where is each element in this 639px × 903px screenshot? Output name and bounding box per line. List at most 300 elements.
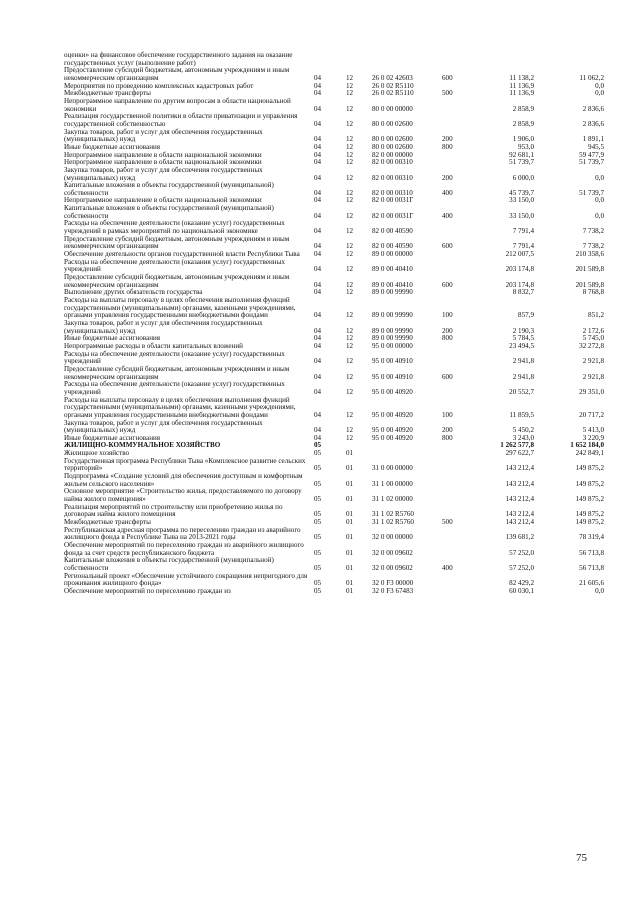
row-name: Иные бюджетные ассигнования	[64, 334, 161, 343]
row-section: 04	[314, 188, 322, 197]
row-target-article	[372, 442, 442, 450]
row-amount-2: 11 062,2	[579, 73, 604, 82]
row-target-article: 89 0 00 99990	[372, 311, 413, 320]
row-name: Капитальные вложения в объекты государственной (муниципальной) собственности	[64, 181, 274, 197]
row-subsection: 12	[346, 158, 354, 167]
row-target-article: 80 0 00 02600	[372, 119, 413, 128]
row-subsection: 12	[346, 188, 354, 197]
row-name: Капитальные вложения в объекты государственной (муниципальной) собственности	[64, 204, 274, 220]
row-name: Расходы на обеспечение деятельности (оказание услуг) государственных учреждений	[64, 349, 285, 366]
row-section: 05	[314, 563, 322, 572]
row-subsection: 12	[346, 265, 354, 274]
row-amount-2: 851,2	[588, 311, 604, 320]
row-subsection: 12	[346, 250, 354, 259]
row-amount-2: 2 836,6	[582, 104, 604, 113]
table-row	[64, 527, 604, 542]
row-section: 04	[314, 173, 322, 182]
table-row	[64, 297, 604, 320]
row-amount-2: 51 739,7	[579, 188, 604, 197]
table-row	[64, 381, 604, 396]
row-expense-type	[442, 98, 470, 113]
row-amount-2: 242 849,1	[575, 449, 604, 458]
table-row	[64, 366, 604, 381]
table-row	[64, 542, 604, 557]
table-row	[64, 320, 604, 335]
row-subsection	[346, 52, 372, 67]
row-section: 04	[314, 387, 322, 396]
row-target-article: 31 1 00 00000	[372, 479, 413, 488]
row-amount-1: 203 174,8	[505, 265, 534, 274]
row-name: Межбюджетные трансферты	[64, 89, 151, 98]
row-section: 04	[314, 150, 322, 159]
row-section: 04	[314, 158, 322, 167]
budget-page	[64, 52, 604, 596]
row-target-article: 31 1 02 R5760	[372, 518, 414, 527]
row-name: Непрограммное направление по другим вопросам в области национальной экономики	[64, 96, 291, 113]
row-amount-1: 143 212,4	[505, 479, 534, 488]
row-target-article: 82 0 00 40590	[372, 242, 413, 251]
table-row	[64, 274, 604, 289]
row-amount-1: 2 858,9	[512, 104, 534, 113]
row-amount-1: 203 174,8	[505, 280, 534, 289]
row-subsection: 12	[346, 280, 354, 289]
row-section: 04	[314, 142, 322, 151]
row-name: Закупка товаров, работ и услуг для обеспечения государственных (муниципальных) нужд	[64, 318, 263, 335]
row-amount-2: 1 891,1	[582, 135, 604, 144]
table-row	[64, 473, 604, 488]
row-subsection: 12	[346, 341, 354, 350]
row-amount-1: 11 138,2	[509, 73, 534, 82]
row-section: 04	[314, 326, 322, 335]
row-amount-1: 57 252,0	[509, 548, 534, 557]
row-expense-type: 100	[442, 311, 453, 320]
row-expense-type: 500	[442, 89, 453, 98]
row-amount-1	[470, 52, 534, 67]
row-name: Предоставление субсидий бюджетным, автономным учреждениям и иным некоммерческим организациям	[64, 66, 290, 82]
row-amount-1: 5 784,5	[512, 334, 534, 343]
row-amount-1: 6 000,0	[512, 173, 534, 182]
row-name: Подпрограмма «Создание условий для обеспечения доступным и комфортным жильем сельского населения»	[64, 472, 303, 488]
row-amount-1: 1 262 577,8	[500, 441, 534, 450]
row-section: 04	[314, 334, 322, 343]
row-name: Обеспечение деятельности органов государственной власти Республики Тыва	[64, 250, 300, 259]
row-amount-2: 7 738,2	[582, 242, 604, 251]
row-target-article: 32 0 00 00000	[372, 533, 413, 542]
row-section: 04	[314, 135, 322, 144]
row-amount-1: 212 007,5	[505, 250, 534, 259]
row-amount-1: 8 832,7	[512, 288, 534, 297]
row-expense-type	[442, 504, 470, 519]
row-section: 05	[314, 518, 322, 527]
row-amount-2: 210 358,6	[575, 250, 604, 259]
row-subsection: 12	[346, 142, 354, 151]
row-subsection: 12	[346, 242, 354, 251]
row-name: Расходы на выплаты персоналу в целях обеспечения выполнения функций государственными (муниципальными) органами, казенными учреждениями, органами управления государственными внебюджетными фондами	[64, 395, 296, 419]
row-amount-2: 3 220,9	[582, 433, 604, 442]
row-name: ЖИЛИЩНО-КОММУНАЛЬНОЕ ХОЗЯЙСТВО	[64, 441, 221, 450]
row-section: 04	[314, 119, 322, 128]
row-amount-2: 0,0	[595, 173, 604, 182]
row-expense-type: 800	[442, 334, 453, 343]
row-subsection: 01	[346, 495, 354, 504]
row-expense-type: 600	[442, 242, 453, 251]
row-name: Предоставление субсидий бюджетным, автономным учреждениям и иным некоммерческим организациям	[64, 234, 290, 251]
row-amount-2: 2 921,8	[582, 357, 604, 366]
row-section: 05	[314, 464, 322, 473]
row-amount-2: 149 875,2	[575, 495, 604, 504]
row-amount-1: 7 791,4	[512, 242, 534, 251]
row-section: 04	[314, 311, 322, 320]
row-section: 04	[314, 410, 322, 419]
row-name: Иные бюджетные ассигнования	[64, 433, 161, 442]
row-section: 05	[314, 579, 322, 588]
row-amount-1: 20 552,7	[509, 387, 534, 396]
row-subsection: 01	[346, 449, 354, 458]
row-amount-2: 2 921,8	[582, 372, 604, 381]
row-subsection: 01	[346, 510, 354, 519]
row-section: 04	[314, 104, 322, 113]
row-section: 04	[314, 89, 322, 98]
row-name: Расходы на обеспечение деятельности (оказания услуг) государственных учреждений	[64, 257, 285, 274]
row-expense-type	[442, 152, 470, 160]
row-expense-type: 600	[442, 73, 453, 82]
row-expense-type: 400	[442, 211, 453, 220]
row-section: 04	[314, 242, 322, 251]
table-row	[64, 504, 604, 519]
row-target-article: 32 0 00 09602	[372, 548, 413, 557]
row-amount-2: 7 738,2	[582, 227, 604, 236]
row-expense-type: 200	[442, 426, 453, 435]
row-section: 04	[314, 73, 322, 82]
row-target-article: 32 0 00 09602	[372, 563, 413, 572]
row-target-article: 82 0 00 00310	[372, 188, 413, 197]
row-section: 05	[314, 479, 322, 488]
row-amount-1: 11 136,9	[509, 89, 534, 98]
row-target-article: 95 0 00 00000	[372, 341, 413, 350]
row-subsection: 12	[346, 104, 354, 113]
row-amount-2: 201 589,8	[575, 280, 604, 289]
row-target-article: 95 0 00 40920	[372, 433, 413, 442]
row-amount-1: 2 941,8	[512, 357, 534, 366]
row-amount-2: 59 477,9	[579, 150, 604, 159]
row-amount-1: 857,9	[518, 311, 534, 320]
row-amount-2: 0,0	[595, 196, 604, 205]
row-amount-2	[534, 52, 604, 67]
row-section: 05	[314, 449, 322, 458]
row-expense-type: 500	[442, 518, 453, 527]
row-amount-2: 149 875,2	[575, 464, 604, 473]
row-expense-type	[442, 381, 470, 396]
row-expense-type	[442, 450, 470, 458]
row-expense-type	[442, 473, 470, 488]
row-amount-1: 143 212,4	[505, 464, 534, 473]
row-expense-type: 600	[442, 280, 453, 289]
row-subsection: 01	[346, 464, 354, 473]
row-expense-type: 800	[442, 433, 453, 442]
row-target-article: 82 0 00 00310	[372, 173, 413, 182]
row-subsection: 12	[346, 311, 354, 320]
table-row	[64, 351, 604, 366]
table-row	[64, 129, 604, 144]
table-row	[64, 458, 604, 473]
table-row	[64, 557, 604, 572]
row-section: 05	[314, 586, 322, 595]
row-amount-1: 92 681,1	[509, 150, 534, 159]
row-name: Расходы на обеспечение деятельности (оказание услуг) государственных учреждений	[64, 380, 285, 396]
row-subsection: 12	[346, 173, 354, 182]
row-target-article: 89 0 00 40410	[372, 265, 413, 274]
table-row	[64, 488, 604, 503]
row-expense-type: 400	[442, 563, 453, 572]
row-amount-1: 45 739,7	[509, 188, 534, 197]
row-expense-type	[442, 442, 470, 450]
row-target-article: 32 0 F3 00000	[372, 579, 414, 588]
row-name: Основное мероприятие «Строительство жилья, предоставляемого по договору найма жилого помещения»	[64, 487, 302, 504]
row-subsection: 01	[346, 518, 354, 527]
row-amount-2: 20 717,2	[579, 410, 604, 419]
row-section: 04	[314, 227, 322, 236]
row-subsection: 12	[346, 73, 354, 82]
row-subsection: 12	[346, 119, 354, 128]
row-name: Межбюджетные трансферты	[64, 518, 151, 527]
row-amount-1: 51 739,7	[509, 158, 534, 167]
row-amount-2: 1 652 184,0	[570, 441, 604, 450]
row-name: Расходы на обеспечение деятельности (оказание услуг) государственных учреждений в рамках мероприятий по национальной экономике	[64, 219, 285, 236]
row-amount-2: 5 745,0	[582, 334, 604, 343]
row-amount-2: 29 351,0	[579, 387, 604, 396]
row-name: Обеспечение мероприятий по переселению граждан из аварийного жилищного фонда за счет средств республиканского бюджета	[64, 541, 304, 557]
row-expense-type	[442, 113, 470, 128]
row-target-article: 89 0 00 99990	[372, 334, 413, 343]
row-amount-1: 2 941,8	[512, 372, 534, 381]
row-name: оценки» на финансовое обеспечение государственного задания на оказание государственных услуг (выполнение работ)	[64, 51, 293, 67]
row-amount-2: 0,0	[595, 586, 604, 595]
row-subsection: 12	[346, 387, 354, 396]
row-amount-1: 57 252,0	[509, 563, 534, 572]
row-target-article: 95 0 00 40920	[372, 426, 413, 435]
table-row	[64, 52, 604, 67]
row-name: Предоставление субсидий бюджетным, автономным учреждениям и иным некоммерческим организациям	[64, 364, 290, 381]
row-expense-type	[442, 351, 470, 366]
row-subsection: 01	[346, 563, 354, 572]
row-target-article: 89 0 00 00000	[372, 250, 413, 259]
row-amount-2: 0,0	[595, 81, 604, 90]
row-section: 04	[314, 81, 322, 90]
row-name: Закупка товаров, работ и услуг для обеспечения государственных (муниципальных) нужд	[64, 165, 263, 182]
row-name: Региональный проект «Обеспечение устойчивого сокращения непригодного для проживания жилищного фонда»	[64, 571, 308, 588]
row-name: Государственная программа Республики Тыва «Комплексное развитие сельских территорий»	[64, 456, 306, 473]
row-subsection: 12	[346, 196, 354, 205]
row-amount-2: 51 739,7	[579, 158, 604, 167]
row-amount-1: 1 906,0	[512, 135, 534, 144]
row-amount-1: 23 494,5	[509, 341, 534, 350]
row-target-article: 82 0 00 0031Г	[372, 211, 414, 220]
row-amount-1: 11 859,5	[509, 410, 534, 419]
row-subsection: 12	[346, 135, 354, 144]
row-target-article: 89 0 00 40410	[372, 280, 413, 289]
row-name: Предоставление субсидий бюджетным, автономным учреждениям и иным некоммерческим организациям	[64, 273, 290, 289]
row-expense-type: 200	[442, 173, 453, 182]
row-name: Закупка товаров, работ и услуг для обеспечения государственных (муниципальных) нужд	[64, 127, 263, 144]
row-name: Расходы на выплаты персоналу в целях обеспечения выполнения функций государственными (муниципальными) органами, казенными учреждениями, органами управления государственными внебюджетными фондами	[64, 296, 296, 320]
row-amount-2: 21 605,6	[579, 579, 604, 588]
row-amount-1: 7 791,4	[512, 227, 534, 236]
row-subsection: 12	[346, 326, 354, 335]
row-name: Непрограммное направление в области национальной экономики	[64, 196, 262, 205]
row-amount-2: 149 875,2	[575, 510, 604, 519]
row-subsection: 12	[346, 211, 354, 220]
row-expense-type	[442, 458, 470, 473]
row-amount-1: 143 212,4	[505, 510, 534, 519]
row-target-article: 95 0 00 40910	[372, 357, 413, 366]
row-subsection: 12	[346, 288, 354, 297]
row-expense-type	[442, 52, 470, 67]
row-amount-2: 945,5	[588, 142, 604, 151]
row-subsection: 01	[346, 533, 354, 542]
row-amount-2: 2 836,6	[582, 119, 604, 128]
row-section: 04	[314, 250, 322, 259]
row-name: Обеспечение мероприятий по переселению граждан из	[64, 586, 231, 595]
row-amount-1: 82 429,2	[509, 579, 534, 588]
table-row	[64, 205, 604, 220]
row-amount-1: 33 150,0	[509, 196, 534, 205]
row-target-article: 89 0 00 99990	[372, 288, 413, 297]
row-target-article: 95 0 00 40920	[372, 387, 413, 396]
row-expense-type: 600	[442, 372, 453, 381]
row-subsection: 12	[346, 334, 354, 343]
row-expense-type	[442, 220, 470, 235]
row-section: 04	[314, 211, 322, 220]
table-row	[64, 420, 604, 435]
table-row	[64, 397, 604, 420]
row-target-article: 80 0 00 02600	[372, 135, 413, 144]
row-amount-1: 953,0	[518, 142, 534, 151]
row-section: 04	[314, 288, 322, 297]
table-row	[64, 67, 604, 82]
row-target-article: 95 0 00 40920	[372, 410, 413, 419]
row-target-article: 95 0 00 40910	[372, 372, 413, 381]
table-row	[64, 220, 604, 235]
table-row	[64, 182, 604, 197]
row-name: Реализация государственной политики в области приватизации и управления государственной собственностью	[64, 112, 298, 128]
row-section: 05	[314, 533, 322, 542]
row-section: 04	[314, 357, 322, 366]
table-row	[64, 236, 604, 251]
table-row	[64, 588, 604, 596]
row-expense-type: 200	[442, 135, 453, 144]
row-name: Жилищное хозяйство	[64, 449, 130, 458]
row-section: 04	[314, 426, 322, 435]
row-target-article: 31 1 02 00000	[372, 495, 413, 504]
row-name: Иные бюджетные ассигнования	[64, 142, 161, 151]
row-amount-2: 8 768,8	[582, 288, 604, 297]
row-section: 05	[314, 495, 322, 504]
row-expense-type: 400	[442, 188, 453, 197]
row-section: 04	[314, 196, 322, 205]
row-target-article: 89 0 00 99990	[372, 326, 413, 335]
row-target-article	[372, 450, 442, 458]
row-subsection: 12	[346, 150, 354, 159]
row-subsection: 01	[346, 479, 354, 488]
table-row	[64, 113, 604, 128]
row-amount-2: 78 319,4	[579, 533, 604, 542]
row-subsection: 12	[346, 89, 354, 98]
row-target-article	[372, 52, 442, 67]
row-section: 05	[314, 548, 322, 557]
table-row	[64, 98, 604, 113]
row-amount-1: 2 190,3	[512, 326, 534, 335]
row-target-article: 82 0 00 0031Г	[372, 196, 414, 205]
row-subsection: 12	[346, 357, 354, 366]
row-amount-1: 3 243,0	[512, 433, 534, 442]
row-amount-1: 11 136,9	[509, 81, 534, 90]
row-amount-2: 56 713,8	[579, 563, 604, 572]
row-section: 05	[314, 441, 322, 450]
row-section: 04	[314, 341, 322, 350]
row-expense-type	[442, 542, 470, 557]
row-subsection: 01	[346, 579, 354, 588]
row-amount-1: 297 622,7	[505, 449, 534, 458]
row-expense-type	[442, 251, 470, 259]
row-amount-2: 32 272,8	[579, 341, 604, 350]
budget-table	[64, 52, 604, 596]
row-subsection: 01	[346, 548, 354, 557]
row-amount-2: 201 589,8	[575, 265, 604, 274]
row-name: Республиканская адресная программа по переселению граждан из аварийного жилищного фонда в Республике Тыва на 2013-2021 годы	[64, 525, 301, 542]
row-expense-type	[442, 159, 470, 167]
row-expense-type	[442, 527, 470, 542]
row-subsection: 12	[346, 372, 354, 381]
row-amount-1: 143 212,4	[505, 495, 534, 504]
row-expense-type: 100	[442, 410, 453, 419]
page-number: 75	[576, 852, 587, 864]
row-amount-2: 149 875,2	[575, 479, 604, 488]
row-subsection: 12	[346, 81, 354, 90]
row-expense-type	[442, 197, 470, 205]
row-name: Капитальные вложения в объекты государственной (муниципальной) собственности	[64, 556, 274, 572]
table-row	[64, 573, 604, 588]
row-target-article: 82 0 00 00000	[372, 150, 413, 159]
row-target-article: 26 0 02 42603	[372, 73, 413, 82]
row-expense-type: 800	[442, 142, 453, 151]
row-subsection: 12	[346, 410, 354, 419]
row-expense-type: 200	[442, 326, 453, 335]
row-expense-type	[442, 573, 470, 588]
row-subsection: 12	[346, 426, 354, 435]
row-target-article: 32 0 F3 67483	[372, 586, 414, 595]
row-target-article: 80 0 00 02600	[372, 142, 413, 151]
row-name: Непрограммные расходы в области капитальных вложений	[64, 341, 243, 350]
row-name: Выполнение других обязательств государства	[64, 288, 203, 297]
row-target-article: 26 0 02 R5110	[372, 81, 414, 90]
row-expense-type	[442, 588, 470, 596]
row-target-article: 82 0 00 00310	[372, 158, 413, 167]
row-amount-2: 149 875,2	[575, 518, 604, 527]
row-expense-type	[442, 259, 470, 274]
row-amount-1: 60 030,1	[509, 586, 534, 595]
row-name: Закупка товаров, работ и услуг для обеспечения государственных (муниципальных) нужд	[64, 418, 263, 435]
row-target-article: 26 0 02 R5110	[372, 89, 414, 98]
row-amount-1: 139 681,2	[505, 533, 534, 542]
row-subsection: 12	[346, 227, 354, 236]
row-name: Непрограммное направление в области национальной экономики	[64, 158, 262, 167]
row-target-article: 80 0 00 00000	[372, 104, 413, 113]
row-section: 04	[314, 265, 322, 274]
row-amount-2: 5 413,0	[582, 426, 604, 435]
row-target-article: 31 1 02 R5760	[372, 510, 414, 519]
row-amount-2: 0,0	[595, 211, 604, 220]
row-name: Непрограммное направление в области национальной экономики	[64, 150, 262, 159]
